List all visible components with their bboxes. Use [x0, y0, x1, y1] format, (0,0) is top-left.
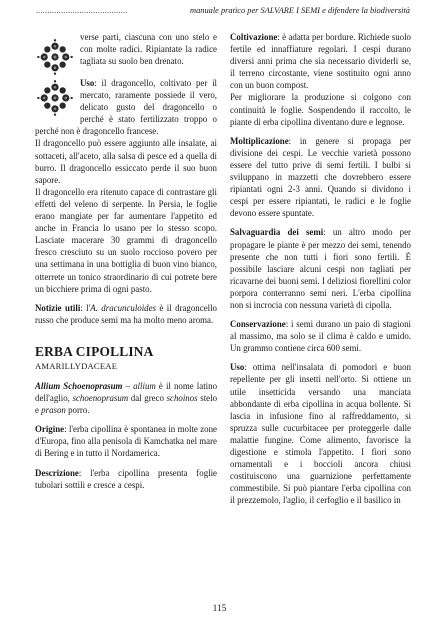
notizie-text-b: è il dragoncello russo che produce semi ma ha molto meno aroma.	[35, 302, 217, 325]
section-title: ERBA CIPOLLINA	[35, 343, 154, 359]
page-number: 115	[212, 604, 227, 614]
moltiplicazione-paragraph	[230, 135, 411, 220]
descrizione-paragraph	[35, 467, 217, 491]
etymology-text-c: stelo e	[35, 393, 218, 416]
header-dots: ........................................	[36, 6, 128, 15]
moltiplicazione-label: Moltiplicazione	[230, 135, 289, 146]
etymology-word-schoenoprasum: schoenoprasum	[72, 393, 129, 404]
conservazione-text: : i semi durano un paio di stagioni al massimo, ma solo se il clima è caldo e umido. Un grammo contiene circa 600 semi.	[230, 319, 411, 354]
latin-name: Allium Schoenoprasum	[35, 380, 123, 391]
conservazione-label: Conservazione	[230, 319, 286, 330]
header-title: manuale pratico per SALVARE I SEMI e difendere la biodiversità	[190, 6, 410, 15]
dragoncello-history-paragraph: Il dragoncello era ritenuto capace di contrastare gli effetti del veleno di serpente. In Persia, le foglie erano mangiate per far aumentare l'appetito ed anche in Francia lo usano per lo stesso scopo. Lasciate macerare 30 grammi di dragoncello fresco cresciuto su un suolo roccioso povero per una settimana in una bottiglia di buon vino bianco, otterrete un tonico straordinario di cui potrete bere un bicchiere prima di ogni pasto.	[35, 186, 217, 294]
intro-paragraph: verse parti, ciascuna con uno stelo e con molte radici. Ripiantate la radice tagliata su suolo ben drenato.	[80, 32, 217, 67]
etymology-word-allium: allium	[133, 380, 156, 391]
etymology-text-b: dal greco	[128, 393, 167, 404]
etymology-text-a: è il nome latino dell'aglio,	[35, 380, 218, 404]
left-column	[35, 31, 217, 498]
notizie-species: A. dracunculoides	[90, 302, 157, 313]
etymology-text-d: porro.	[65, 405, 90, 416]
coltivazione-text: : è adatta per bordure. Richiede suolo fertile ed innaffiature regolari. I cespi durano diversi anni prima che sia necessario dividerli se, il terreno circostante, viene sostituito ogni anno con un buon compost.	[230, 32, 411, 91]
rosette-ornament-icon	[36, 80, 74, 116]
moltiplicazione-text: : in genere si propaga per divisione dei cespi. Le vecchie varietà possono essere del tutto prive di semi fertili. I bulbi si sviluppano in mazzetti che dovrebbero essere ripiantati ogni 2-3 anni. Quando si dividono i cespi per essere ripiantati, le radici e le foglie devono essere spuntate.	[230, 135, 411, 219]
dragoncello-uses-paragraph: Il dragoncello può essere aggiunto alle insalate, ai sottaceti, all'aceto, alla salsa di pesce ed a quella di burro. Il dragoncello essiccato perde il suo buon sapore.	[35, 138, 217, 185]
etymology-word-prason: prason	[41, 405, 66, 416]
uso-label: Uso	[80, 78, 95, 88]
coltivazione-paragraph-2: Per migliorare la produzione si colgono con continuità le foglie. Sospendendo il raccolto, le piante di erba cipollina diventano dure e legnose.	[230, 92, 411, 127]
coltivazione-label: Coltivazione	[230, 32, 278, 42]
salvaguardia-text: : un altro modo per propagare le piante è per mezzo dei semi, tenendo presente che non tutti i fiori sono fertili. È possibile lasciare alcuni cespi non tagliati per ricavarne dei buoni semi. I deliziosi fiorellini color porpora conterranno semi neri. L'erba cipollina non si incrocia con nessuna varietà di cipolla.	[230, 227, 411, 310]
etymology-dash: –	[122, 380, 134, 391]
uso-text: : il dragoncello, coltivato per il mercato, raramente possiede il vero, delicato gusto del dragoncello o perché è stato fertilizzato troppo o perché non è dragoncello francese.	[35, 78, 217, 137]
salvaguardia-label: Salvaguardia dei semi	[230, 227, 324, 238]
plant-family: AMARILLYDACEAE	[35, 360, 118, 371]
etymology-word-schoinos: schoinos	[166, 393, 198, 404]
descrizione-label: Descrizione	[35, 467, 79, 478]
conservazione-paragraph	[230, 318, 411, 354]
notizie-text-a: : l'	[80, 302, 91, 313]
right-column	[230, 31, 411, 513]
uso-erba-label: Uso	[230, 362, 245, 373]
descrizione-text: : l'erba cipollina presenta foglie tubolari sottili e cresce a cespi.	[35, 467, 217, 490]
rosette-ornament-icon	[36, 39, 74, 75]
notizie-paragraph	[35, 302, 217, 326]
coltivazione-paragraph	[230, 31, 411, 91]
etymology-paragraph	[35, 380, 217, 416]
uso-erba-paragraph	[230, 361, 411, 506]
origine-text: : l'erba cipollina è spontanea in molte zone d'Europa, fino alla penisola di Kamchatka nel mare di Bering e in tutto il Nordamerica.	[35, 424, 217, 459]
running-header	[36, 6, 410, 20]
notizie-label: Notizie utili	[35, 302, 81, 313]
origine-label: Origine	[35, 424, 65, 435]
uso-erba-text: : ottima nell'insalata di pomodori e buon repellente per gli insetti nell'orto. Si ottiene un utile insetticida versando una manciata abbondante di erba cipollina in acqua bollente. Si lascia in infusione fino al raffreddamento, si spruzza sulle cucurbitacee per proteggerle dalle malattie fungine. Come alimento, favorisce la digestione e stimola l'appetito. I fiori sono ornamentali e i boccioli ancora chiusi costituiscono una guarnizione perfettamente commestibile. Si può piantare l'erba cipollina con il prezzemolo, l'aglio, il cerfoglio e il basilico in	[230, 362, 411, 506]
salvaguardia-paragraph	[230, 226, 411, 311]
origine-paragraph	[35, 423, 217, 459]
